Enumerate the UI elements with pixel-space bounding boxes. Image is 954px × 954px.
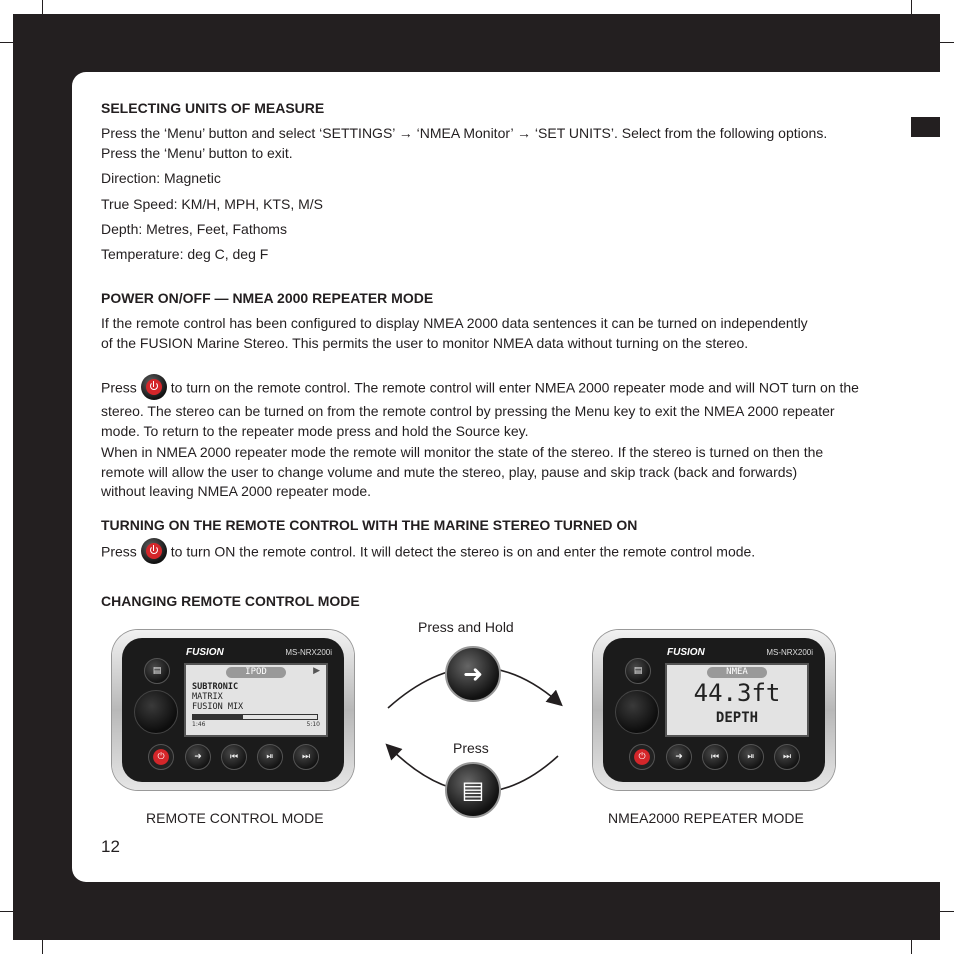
caption-remote-mode: REMOTE CONTROL MODE — [146, 810, 324, 826]
source-key-icon: ➜ — [445, 646, 501, 702]
crop-mark — [924, 911, 954, 912]
remote-control-left — [112, 630, 354, 790]
track-line-3: FUSION MIX — [192, 702, 244, 712]
menu-button[interactable]: ▤ — [625, 658, 651, 684]
remote-control-right — [593, 630, 835, 790]
crop-mark — [42, 924, 43, 954]
crop-mark — [42, 0, 43, 30]
menu-key-icon: ▤ — [445, 762, 501, 818]
menu-button[interactable]: ▤ — [144, 658, 170, 684]
units-heading: SELECTING UNITS OF MEASURE — [101, 100, 325, 116]
next-track-button[interactable]: ⏭ — [293, 744, 319, 770]
changing-heading: CHANGING REMOTE CONTROL MODE — [101, 593, 360, 609]
volume-knob[interactable] — [134, 690, 178, 734]
press-label: Press — [101, 543, 137, 560]
power-icon — [141, 374, 167, 400]
power-icon — [141, 538, 167, 564]
model-label: MS-NRX200i — [285, 648, 332, 657]
press-label: Press — [101, 379, 137, 396]
play-pause-button[interactable]: ⏯ — [738, 744, 764, 770]
lcd-screen — [665, 663, 809, 737]
page-number: 12 — [101, 837, 120, 856]
crop-mark — [911, 924, 912, 954]
power-para1: If the remote control has been configured to display NMEA 2000 data sentences it can be turned on independently of the FUSION Marine Stereo. This permits the user to monitor NMEA data without turning on the stereo. — [101, 315, 808, 351]
crop-mark — [0, 911, 30, 912]
prev-track-button[interactable]: ⏮ — [221, 744, 247, 770]
play-pause-button[interactable]: ⏯ — [257, 744, 283, 770]
power-button[interactable]: ⏻ — [629, 744, 655, 770]
arrow-icon: → — [517, 125, 532, 141]
power-para3: When in NMEA 2000 repeater mode the remote will monitor the state of the stereo. If the stereo is turned on then the remote will allow the user to change volume and mute the stereo, play, pause and skip track (back and forwards) without leaving NMEA 2000 repeater mode. — [101, 444, 824, 499]
depth-value: 44.3ft — [693, 679, 781, 707]
source-button[interactable]: ➜ — [185, 744, 211, 770]
source-label: IPOD — [226, 667, 286, 678]
total-time: 5:10 — [306, 721, 320, 728]
play-indicator-icon: ▶ — [313, 666, 320, 676]
depth-label: DEPTH — [715, 710, 759, 726]
thumb-tab — [911, 117, 940, 137]
units-depth: Depth: Metres, Feet, Fathoms — [101, 221, 287, 237]
units-intro-a: Press the ‘Menu’ button and select ‘SETTINGS’ — [101, 125, 399, 141]
crop-mark — [0, 42, 30, 43]
turning-on-heading: TURNING ON THE REMOTE CONTROL WITH THE MARINE STEREO TURNED ON — [101, 517, 638, 533]
power-para2-text: to turn on the remote control. The remote control will enter NMEA 2000 repeater mode and will NOT turn on the stereo. The stereo can be turned on from the remote control by pressing the Menu key to exit the NMEA 2000 repeater mode. To return to the repeater mode press and hold the Source key. — [101, 379, 859, 439]
press-hold-label: Press and Hold — [418, 619, 514, 635]
progress-bar — [192, 714, 318, 720]
caption-repeater-mode: NMEA2000 REPEATER MODE — [608, 810, 804, 826]
volume-knob[interactable] — [615, 690, 659, 734]
units-temperature: Temperature: deg C, deg F — [101, 246, 269, 262]
brand-logo: FUSION — [667, 647, 705, 658]
units-intro-b: ‘NMEA Monitor’ — [412, 125, 518, 141]
units-intro — [101, 124, 861, 163]
track-line-1: SUBTRONIC — [192, 682, 239, 692]
source-label: NMEA — [707, 667, 767, 678]
model-label: MS-NRX200i — [766, 648, 813, 657]
elapsed-time: 1:46 — [192, 721, 206, 728]
brand-logo: FUSION — [186, 647, 224, 658]
units-speed: True Speed: KM/H, MPH, KTS, M/S — [101, 196, 323, 212]
turning-on-text — [101, 540, 861, 566]
source-button[interactable]: ➜ — [666, 744, 692, 770]
crop-mark — [924, 42, 954, 43]
lcd-screen — [184, 663, 328, 737]
turning-on-text-body: to turn ON the remote control. It will detect the stereo is on and enter the remote control mode. — [170, 543, 756, 560]
units-intro-c: ‘SET UNITS’. Select from the following options. Press the ‘Menu’ button to exit. — [101, 125, 828, 161]
power-heading: POWER ON/OFF — NMEA 2000 REPEATER MODE — [101, 290, 434, 306]
crop-mark — [911, 0, 912, 30]
next-track-button[interactable]: ⏭ — [774, 744, 800, 770]
power-button[interactable]: ⏻ — [148, 744, 174, 770]
track-line-2: MATRIX — [192, 692, 223, 702]
press-label: Press — [453, 740, 489, 756]
power-para2 — [101, 376, 861, 441]
prev-track-button[interactable]: ⏮ — [702, 744, 728, 770]
units-direction: Direction: Magnetic — [101, 170, 221, 186]
arrow-icon: → — [398, 125, 413, 141]
